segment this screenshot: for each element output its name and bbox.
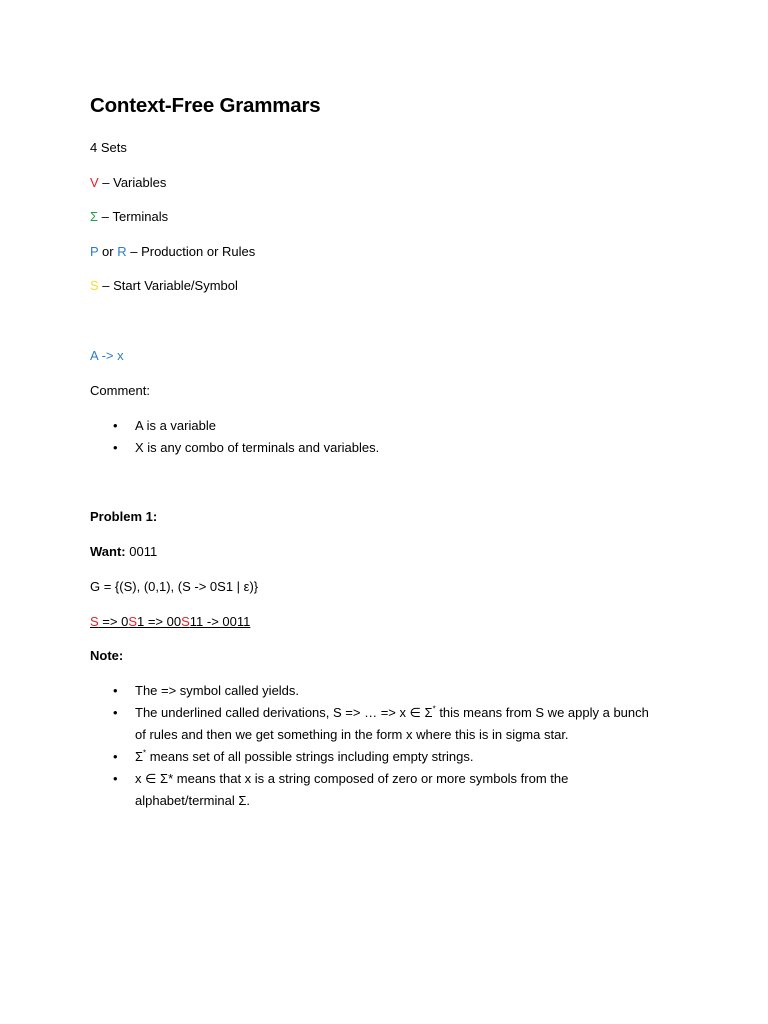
problem-heading: Problem 1: xyxy=(90,509,158,524)
list-item: • A is a variable xyxy=(90,415,379,437)
sets-heading: 4 Sets xyxy=(90,140,127,155)
derivation-part: => 0 xyxy=(98,614,129,629)
list-item xyxy=(90,746,649,768)
note-text: The underlined called derivations, S => … => x ∈ Σ xyxy=(135,705,433,720)
terminals-text: – Terminals xyxy=(98,209,169,224)
terminals-symbol: Σ xyxy=(90,209,99,224)
want-label: Want: xyxy=(90,544,126,559)
list-item: • X is any combo of terminals and variables. xyxy=(90,437,379,459)
derivation-symbol: S xyxy=(181,614,190,629)
note-text: of rules and then we get something in the form x where this is in sigma star. xyxy=(135,727,569,742)
document-page xyxy=(90,0,690,1024)
set-terminals xyxy=(90,208,168,226)
note-label: Note: xyxy=(90,648,124,663)
derivation-part: 11 -> 0011 xyxy=(189,614,251,629)
start-text: – Start Variable/Symbol xyxy=(98,278,238,293)
start-symbol: S xyxy=(90,278,99,293)
superscript-star: * xyxy=(432,704,436,714)
note-text: alphabet/terminal Σ. xyxy=(135,793,250,808)
note-text: this means from S we apply a bunch xyxy=(435,705,649,720)
notes-list xyxy=(90,680,649,812)
want-value: 0011 xyxy=(125,544,158,559)
list-item: • The => symbol called yields. xyxy=(90,680,649,702)
derivation-symbol: S xyxy=(128,614,137,629)
rule-expression: A -> x xyxy=(90,348,124,363)
variables-symbol: V xyxy=(90,175,99,190)
list-item xyxy=(90,768,649,812)
list-item xyxy=(90,702,649,746)
productions-symbol-p: P xyxy=(90,244,99,259)
productions-text: – Production or Rules xyxy=(126,244,256,259)
want-line xyxy=(90,543,157,561)
grammar-definition: G = {(S), (0,1), (S -> 0S1 | ε)} xyxy=(90,579,259,594)
productions-symbol-r: R xyxy=(117,244,127,259)
productions-or: or xyxy=(98,244,118,259)
set-variables xyxy=(90,174,166,192)
comment-list xyxy=(90,415,379,459)
note-text: x ∈ Σ* means that x is a string composed of zero or more symbols from the xyxy=(135,771,569,786)
derivation-start-symbol: S xyxy=(90,614,99,629)
note-text: Σ xyxy=(135,749,144,764)
note-text: means set of all possible strings including empty strings. xyxy=(146,749,474,764)
page-title: Context-Free Grammars xyxy=(90,94,321,117)
set-start xyxy=(90,277,238,295)
set-productions xyxy=(90,243,255,261)
superscript-star: * xyxy=(143,748,147,758)
derivation-part: 1 => 00 xyxy=(136,614,182,629)
variables-text: – Variables xyxy=(98,175,167,190)
derivation-line xyxy=(90,613,250,631)
comment-label: Comment: xyxy=(90,383,150,398)
